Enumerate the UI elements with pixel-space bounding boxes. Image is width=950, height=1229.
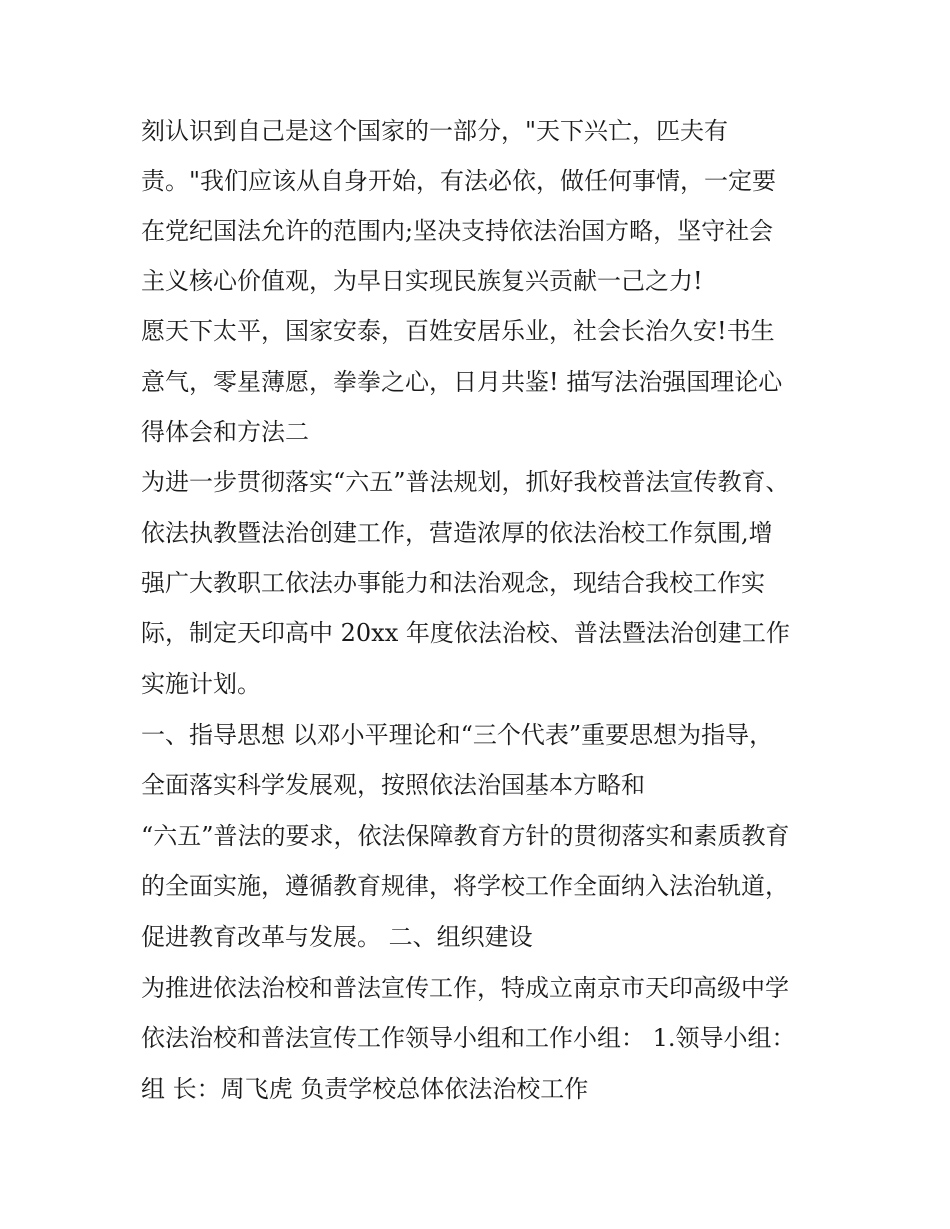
- text-line: 全面落实科学发展观，按照依法治国基本方略和: [141, 771, 645, 799]
- text-line: 得体会和方法二: [141, 418, 309, 446]
- text-line: 促进教育改革与发展。 二、组织建设: [141, 923, 533, 951]
- text-line: 组 长：周飞虎 负责学校总体依法治校工作: [141, 1075, 589, 1103]
- text-line: 为推进依法治校和普法宣传工作，特成立南京市天印高级中学: [141, 974, 789, 1002]
- text-line: 责。"我们应该从自身开始，有法必依，做任何事情，一定要: [141, 167, 777, 195]
- text-line: 实施计划。: [141, 670, 261, 698]
- text-line: 在党纪国法允许的范围内;坚决支持依法治国方略，坚守社会: [141, 217, 774, 245]
- text-line: 的全面实施，遵循教育规律，将学校工作全面纳入法治轨道，: [141, 872, 789, 900]
- text-line: 意气，零星薄愿，拳拳之心，日月共鉴! 描写法治强国理论心: [141, 368, 783, 396]
- text-line: 强广大教职工依法办事能力和法治观念，现结合我校工作实: [141, 569, 765, 597]
- text-line: 刻认识到自己是这个国家的一部分，"天下兴亡，匹夫有: [141, 117, 729, 145]
- text-line: 愿天下太平，国家安泰，百姓安居乐业，社会长治久安!书生: [141, 317, 775, 345]
- text-line: “六五”普法的要求，依法保障教育方针的贯彻落实和素质教育: [141, 822, 790, 850]
- text-line: 依法治校和普法宣传工作领导小组和工作小组： 1.领导小组：: [141, 1024, 796, 1052]
- text-line: 依法执教暨法治创建工作，营造浓厚的依法治校工作氛围,增: [141, 519, 773, 547]
- text-line: 一、指导思想 以邓小平理论和“三个代表”重要思想为指导，: [141, 721, 774, 749]
- text-line: 为进一步贯彻落实“六五”普法规划，抓好我校普法宣传教育、: [141, 468, 790, 496]
- text-line: 主义核心价值观，为早日实现民族复兴贡献一己之力!: [141, 267, 703, 295]
- text-line: 际，制定天印高中 20xx 年度依法治校、普法暨法治创建工作: [141, 619, 790, 647]
